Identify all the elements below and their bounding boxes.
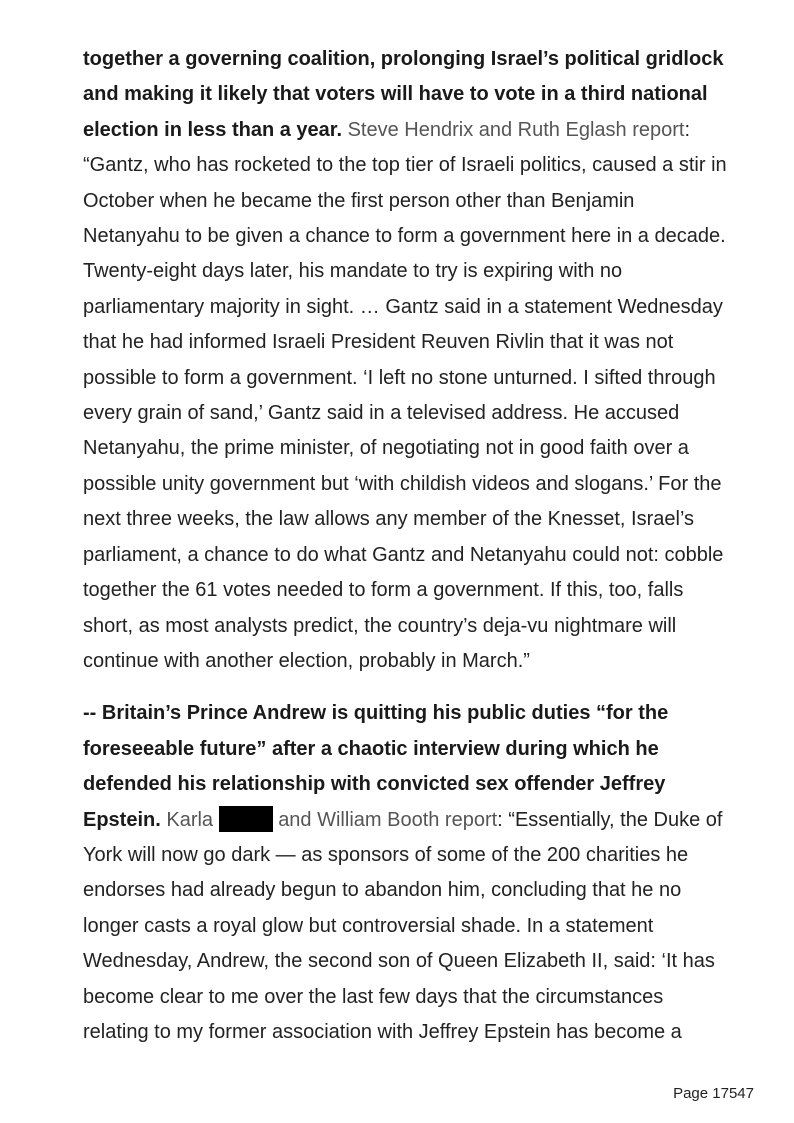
headline-israel: together a governing coalition, prolonging Israel’s political gridlock and making it likely that voters will have to vote in a third national election in less than a year. — [83, 48, 724, 141]
byline-link-karla[interactable]: Karla — [166, 808, 214, 831]
body-text-prince-andrew: : “Essentially, the Duke of York will now go dark — as sponsors of some of the 200 charities he endorses had already begun to abandon him, concluding that he no longer casts a royal glow but controversial shade. In a statement Wednesday, Andrew, the second son of Queen Elizabeth II, said: ‘It has become clear to me over the last few days that the circumstances relating to my former association with Jeffrey Epstein has become a — [83, 808, 723, 1043]
byline-link-booth[interactable]: and William Booth report — [278, 808, 498, 831]
body-text-israel: : “Gantz, who has rocketed to the top tier of Israeli politics, caused a stir in October when he became the first person other than Benjamin Netanyahu to be given a chance to form a government here in a decade. Twenty-eight days later, his mandate to try is expiring with no parliamentary majority in sight. … Gantz said in a statement Wednesday that he had informed Israeli President Reuven Rivlin that it was not possible to form a government. ‘I left no stone unturned. I sifted through every grain of sand,’ Gantz said in a televised address. He accused Netanyahu, the prime minister, of negotiating not in good faith over a possible unity government but ‘with childish videos and slogans.’ For the next three weeks, the law allows any member of the Knesset, Israel’s parliament, a chance to do what Gantz and Netanyahu could not: cobble together the 61 votes needed to form a government. If this, too, falls short, as most analysts predict, the country’s deja-vu nightmare will continue with another election, probably in March.” — [83, 118, 727, 672]
paragraph-prince-andrew — [83, 696, 733, 1050]
paragraph-israel-coalition — [83, 42, 733, 679]
headline-prince-andrew: -- Britain’s Prince Andrew is quitting his public duties “for the foreseeable future” after a chaotic interview during which he defended his relationship with convicted sex offender Jeffrey Epstein. — [83, 702, 669, 831]
document-page — [83, 42, 733, 1050]
redaction-box — [219, 806, 273, 832]
page-number: Page 17547 — [673, 1085, 754, 1102]
byline-link-hendrix-eglash[interactable]: Steve Hendrix and Ruth Eglash report — [347, 118, 685, 141]
